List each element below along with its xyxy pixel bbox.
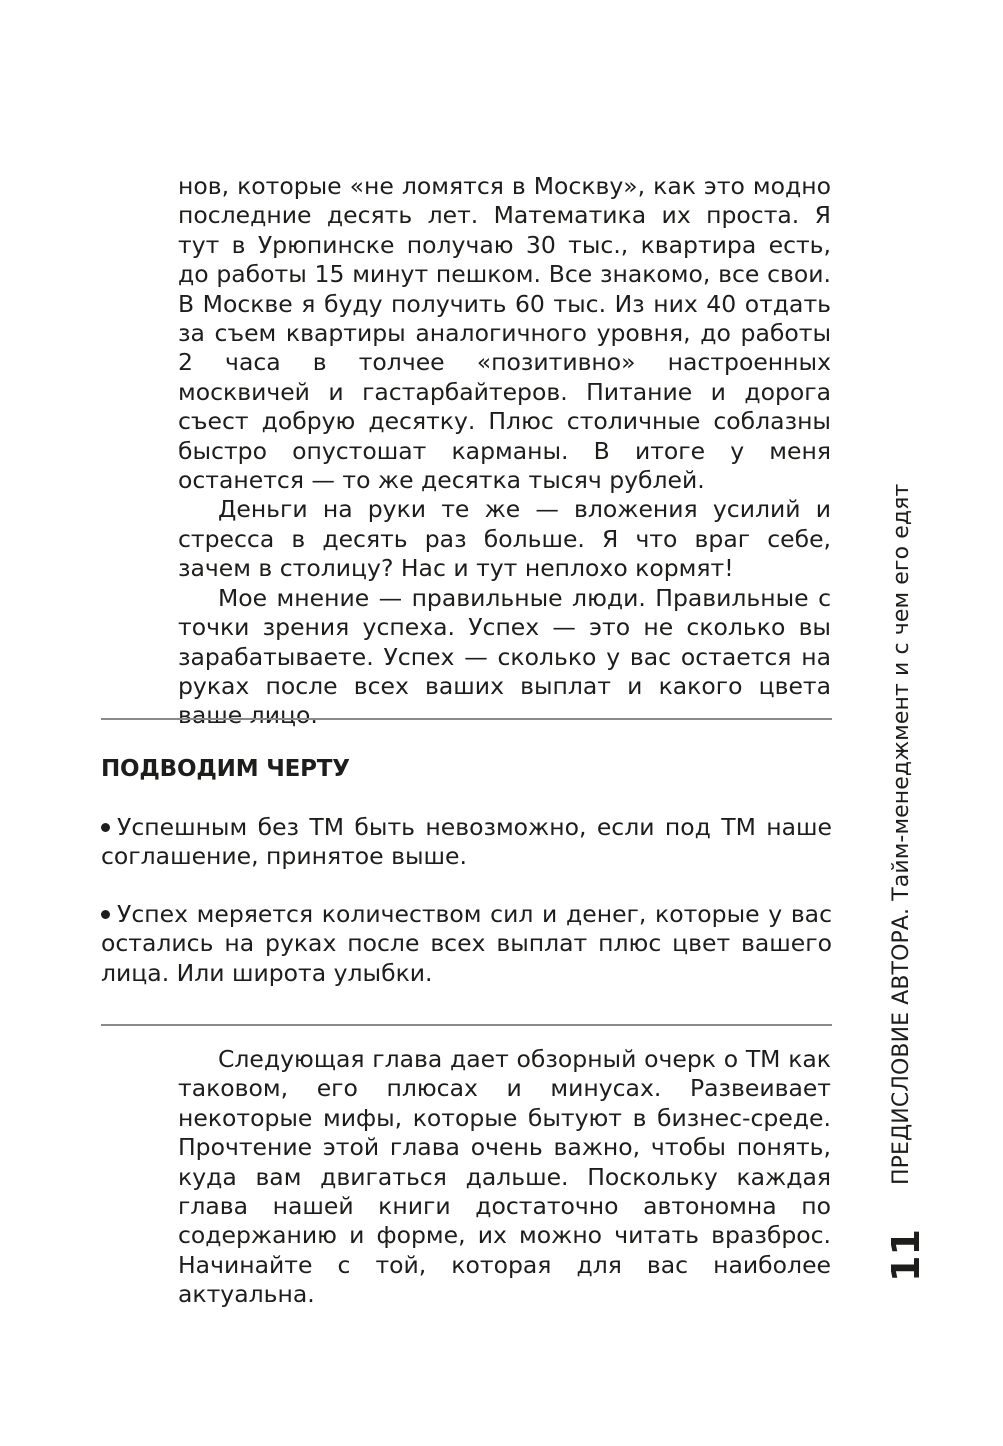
closing-text-block — [178, 1045, 831, 1310]
bullet-dot-icon — [101, 823, 110, 832]
section-divider-bottom — [101, 1024, 832, 1026]
page-number: 11 — [884, 1229, 928, 1282]
summary-bullet-item — [101, 900, 832, 988]
intro-text-block — [178, 172, 831, 731]
section-divider-top — [101, 718, 832, 720]
summary-bullet-text: Успех меряется количеством сил и денег, которые у вас остались на руках после всех выплат плюс цвет вашего лица. Или широта улыбки. — [101, 900, 832, 987]
intro-paragraph-3: Мое мнение — правильные люди. Правильные с точки зрения успеха. Успех — это не сколько вы зарабатываете. Успех — сколько у вас остается на руках после всех ваших выплат и какого цвета ваше лицо. — [178, 583, 831, 730]
summary-bullet-text: Успешным без ТМ быть невозможно, если под ТМ наше соглашение, принятое выше. — [101, 813, 832, 871]
summary-bullet-item — [101, 813, 832, 872]
bullet-dot-icon — [101, 910, 110, 919]
intro-paragraph-1: нов, которые «не ломятся в Москву», как это модно последние десять лет. Математика их проста. Я тут в Урюпинске получаю 30 тыс., квартира есть, до работы 15 минут пешком. Все знакомо, все свои. В Москве я буду получить 60 тыс. Из них 40 отдать за съем квартиры аналогичного уровня, до работы 2 часа в толчее «позитивно» настроенных москвичей и гастарбайтеров. Питание и дорога съест добрую десятку. Плюс столичные соблазны быстро опустошат карманы. В итоге у меня останется — то же десятка тысяч рублей. — [178, 172, 831, 495]
summary-heading: ПОДВОДИМ ЧЕРТУ — [101, 756, 350, 782]
closing-paragraph: Следующая глава дает обзорный очерк о ТМ как таковом, его плюсах и минусах. Развеивает некоторые мифы, которые бытуют в бизнес-среде. Прочтение этой глава очень важно, чтобы понять, куда вам двигаться дальше. Поскольку каждая глава нашей книги достаточно автономна по содержанию и форме, их можно читать вразброс. Начинайте с той, которая для вас наиболее актуальна. — [178, 1045, 831, 1309]
running-head: ПРЕДИСЛОВИЕ АВТОРА. Тайм-менеджмент и с чем его едят — [889, 483, 914, 1185]
intro-paragraph-2: Деньги на руки те же — вложения усилий и стресса в десять раз больше. Я что враг себе, зачем в столицу? Нас и тут неплохо кормят! — [178, 495, 831, 583]
